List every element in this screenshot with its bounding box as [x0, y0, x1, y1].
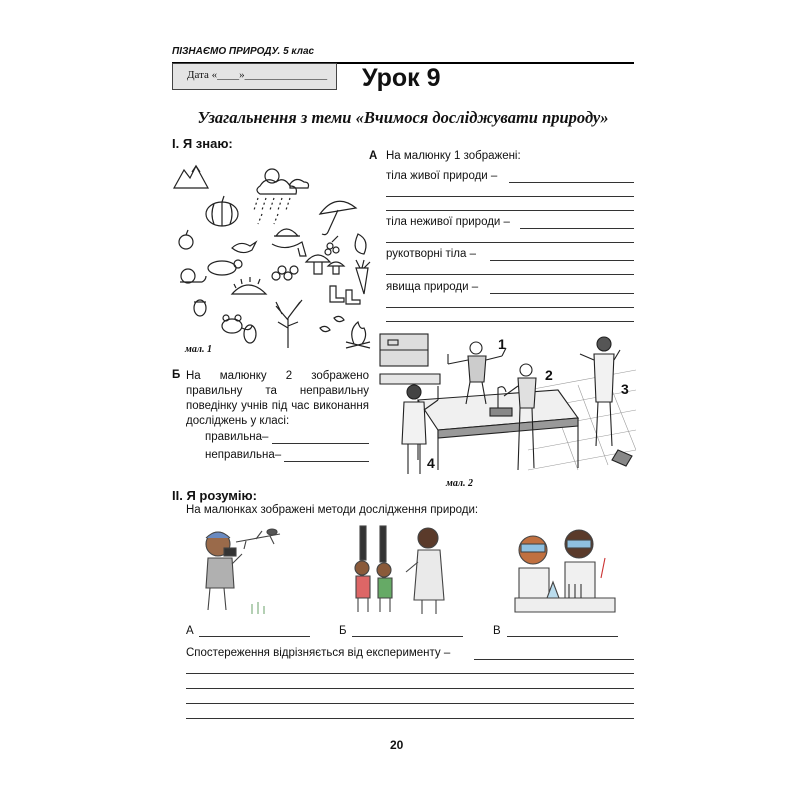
- measurement-illustration: [348, 522, 452, 620]
- acorn-icon: [194, 300, 206, 316]
- lesson-title: Урок 9: [362, 64, 441, 92]
- date-label: Дата «____»_______________: [187, 69, 328, 81]
- compare-text: Спостереження відрізняється від експерименту –: [186, 647, 451, 659]
- task-b-incorrect-label: неправильна–: [205, 449, 282, 461]
- method-a-blank[interactable]: [199, 636, 310, 637]
- answer-line[interactable]: [386, 196, 634, 197]
- page-number: 20: [390, 738, 404, 752]
- sun-cloud-icon: [257, 169, 309, 194]
- mouse-icon: [222, 315, 252, 333]
- task-a-manmade-blank[interactable]: [490, 260, 634, 261]
- carrot-icon: [356, 260, 370, 294]
- answer-line[interactable]: [386, 242, 634, 243]
- task-a-phenomena-blank[interactable]: [490, 293, 634, 294]
- hat-icon: [274, 229, 300, 236]
- notebook-icon: [612, 450, 632, 466]
- method-label-c: В: [493, 625, 501, 637]
- cone-icon: [244, 325, 256, 343]
- rain-icon: [254, 198, 290, 224]
- experiment-illustration: [505, 522, 617, 620]
- compare-blank[interactable]: [474, 659, 634, 660]
- campfire-icon: [346, 322, 370, 348]
- pumpkin-icon: [206, 196, 238, 226]
- bare-tree-icon: [276, 300, 302, 348]
- task-b-incorrect-blank[interactable]: [284, 461, 369, 462]
- observation-illustration: [186, 522, 290, 620]
- task-a-living: тіла живої природи –: [386, 170, 498, 182]
- answer-line[interactable]: [186, 688, 634, 689]
- figure-1-illustration: [170, 158, 380, 358]
- figure-2-caption: мал. 2: [446, 478, 473, 489]
- figure-2-illustration: [378, 330, 636, 490]
- figure-2-number-1: 1: [498, 336, 506, 352]
- boots-icon: [330, 286, 360, 304]
- snail-icon: [180, 269, 206, 283]
- lesson-subtitle: Узагальнення з теми «Вчимося досліджувати природу»: [197, 108, 609, 127]
- figure-2-number-4: 4: [427, 455, 435, 471]
- task-a-phenomena: явища природи –: [386, 281, 479, 293]
- task-b-letter: Б: [172, 369, 181, 381]
- method-b-blank[interactable]: [352, 636, 463, 637]
- hedgehog-icon: [232, 277, 266, 294]
- task-a-nonliving-blank[interactable]: [520, 228, 634, 229]
- section-1-heading: I. Я знаю:: [172, 136, 233, 151]
- berries-icon: [325, 236, 339, 255]
- section-2-intro: На малюнках зображені методи дослідження природи:: [186, 504, 479, 516]
- figure-1-caption: мал. 1: [185, 344, 212, 355]
- mushroom-icon: [306, 255, 344, 274]
- scarf-icon: [272, 242, 306, 256]
- figure-2-number-3: 3: [621, 381, 629, 397]
- figure-2-number-2: 2: [545, 367, 553, 383]
- rowan-icon: [272, 266, 298, 280]
- answer-line[interactable]: [386, 307, 634, 308]
- book-title: ПІЗНАЄМО ПРИРОДУ. 5 клас: [172, 46, 315, 57]
- falling-leaves-icon: [320, 316, 344, 331]
- answer-line[interactable]: [186, 673, 634, 674]
- task-a-letter: А: [369, 150, 378, 162]
- task-b-correct-blank[interactable]: [272, 443, 369, 444]
- bird-icon: [232, 242, 256, 253]
- raccoon-icon: [208, 260, 242, 275]
- answer-line[interactable]: [386, 274, 634, 275]
- student-3-figure: [580, 337, 620, 446]
- task-a-intro: На малюнку 1 зображені:: [386, 150, 521, 162]
- date-box: [172, 63, 337, 90]
- mountains-icon: [174, 166, 208, 188]
- answer-line[interactable]: [186, 703, 634, 704]
- leaf-icon: [355, 234, 366, 254]
- method-c-blank[interactable]: [507, 636, 618, 637]
- task-a-living-blank[interactable]: [509, 182, 634, 183]
- task-b-correct-label: правильна–: [205, 431, 269, 443]
- answer-line[interactable]: [386, 321, 634, 322]
- apple-icon: [179, 230, 193, 249]
- umbrella-icon: [320, 201, 356, 234]
- answer-line[interactable]: [386, 210, 634, 211]
- task-a-manmade: рукотворні тіла –: [386, 248, 476, 260]
- method-label-b: Б: [339, 625, 347, 637]
- cabinet-icon: [380, 334, 440, 384]
- task-b-text: На малюнку 2 зображено правильну та неправильну поведінку учнів під час виконання досліджень у класі:: [186, 370, 369, 427]
- task-a-nonliving: тіла неживої природи –: [386, 216, 510, 228]
- section-2-heading: II. Я розумію:: [172, 488, 257, 503]
- answer-line[interactable]: [186, 718, 634, 719]
- method-label-a: А: [186, 625, 194, 637]
